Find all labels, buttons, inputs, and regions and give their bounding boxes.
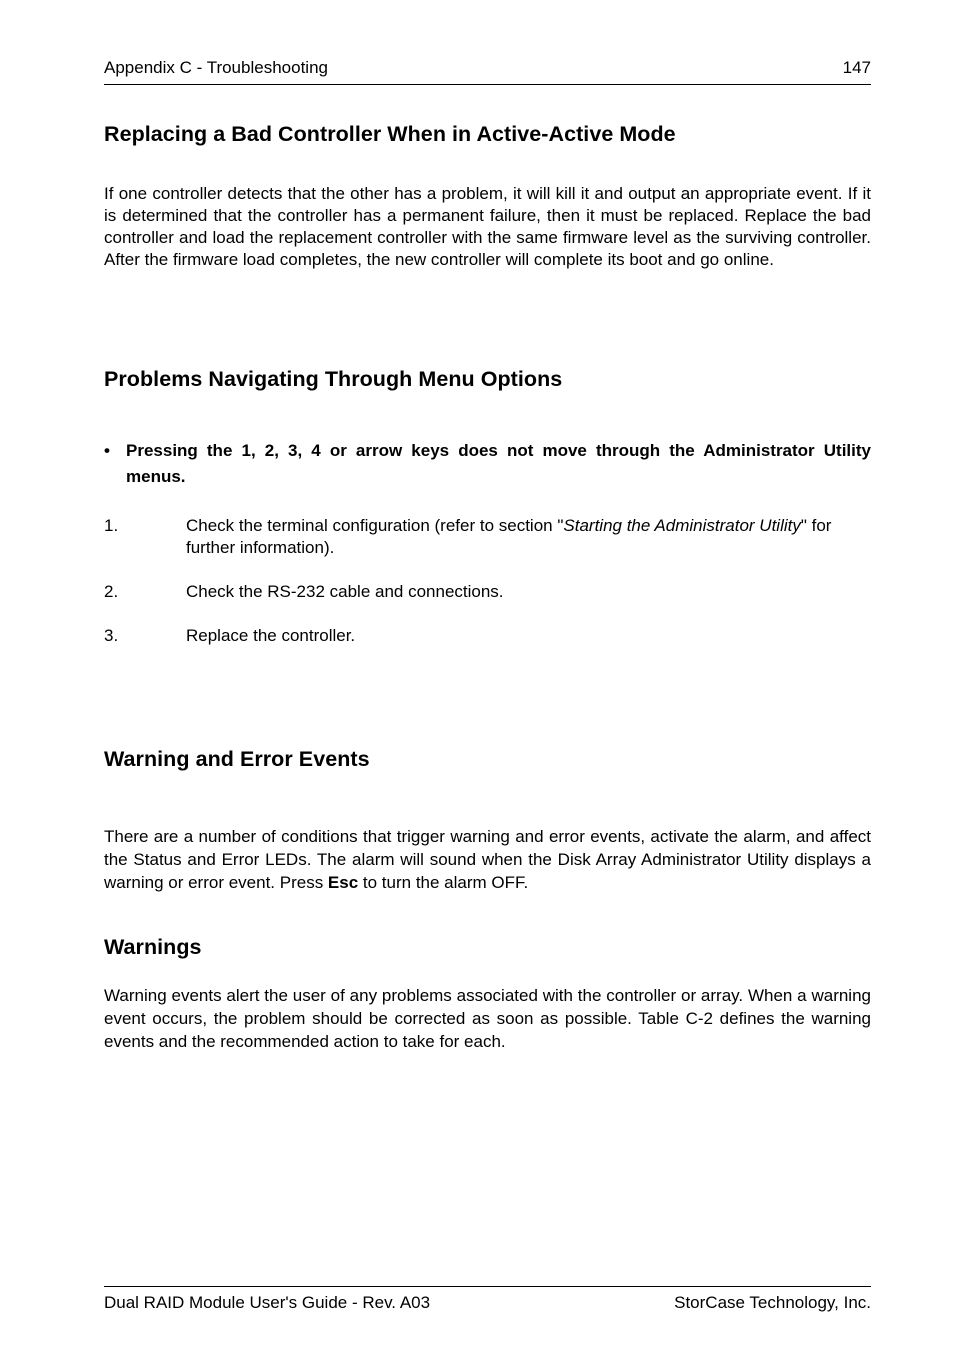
step-text: Check the terminal configuration (refer to section "Starting the Administrator Utility" for further information).: [186, 516, 832, 557]
page-header: [104, 58, 871, 85]
footer-document-title: Dual RAID Module User's Guide - Rev. A03: [104, 1293, 431, 1312]
heading-warnings: Warnings: [104, 935, 202, 959]
step-number: 1.: [104, 516, 119, 535]
heading-replacing-controller: Replacing a Bad Controller When in Active-Active Mode: [104, 122, 676, 146]
paragraph-replacing-controller: If one controller detects that the other has a problem, it will kill it and output an appropriate event. If it is determined that the controller has a permanent failure, then it must be replaced. Replace the bad controller and load the replacement controller with the same firmware level as the surviving controller. After the firmware load completes, the new controller will complete its boot and go online.: [104, 184, 871, 269]
step-number: 2.: [104, 582, 119, 601]
section-reference: Starting the Administrator Utility: [563, 516, 801, 535]
header-page-number: 147: [842, 58, 871, 77]
heading-navigation-problems: Problems Navigating Through Menu Options: [104, 367, 563, 391]
step-number: 3.: [104, 626, 119, 645]
heading-warning-error-events: Warning and Error Events: [104, 747, 370, 771]
page-footer: [104, 1286, 871, 1312]
step-text: Check the RS-232 cable and connections.: [186, 582, 504, 601]
paragraph-warnings: Warning events alert the user of any problems associated with the controller or array. When a warning event occurs, the problem should be corrected as soon as possible. Table C-2 defines the warning events and the recommended action to take for each.: [104, 986, 871, 1051]
header-section-title: Appendix C - Troubleshooting: [104, 58, 328, 77]
footer-company: StorCase Technology, Inc.: [674, 1293, 871, 1312]
paragraph-warning-error-events: There are a number of conditions that trigger warning and error events, activate the alarm, and affect the Status and Error LEDs. The alarm will sound when the Disk Array Administrator Utility displays a warning or error event. Press Esc to turn the alarm OFF.: [104, 827, 871, 892]
bullet-text: Pressing the 1, 2, 3, 4 or arrow keys does not move through the Administrator Utility menus.: [126, 441, 871, 486]
bullet-icon: •: [104, 441, 110, 460]
step-text: Replace the controller.: [186, 626, 356, 645]
esc-key: Esc: [327, 873, 359, 892]
